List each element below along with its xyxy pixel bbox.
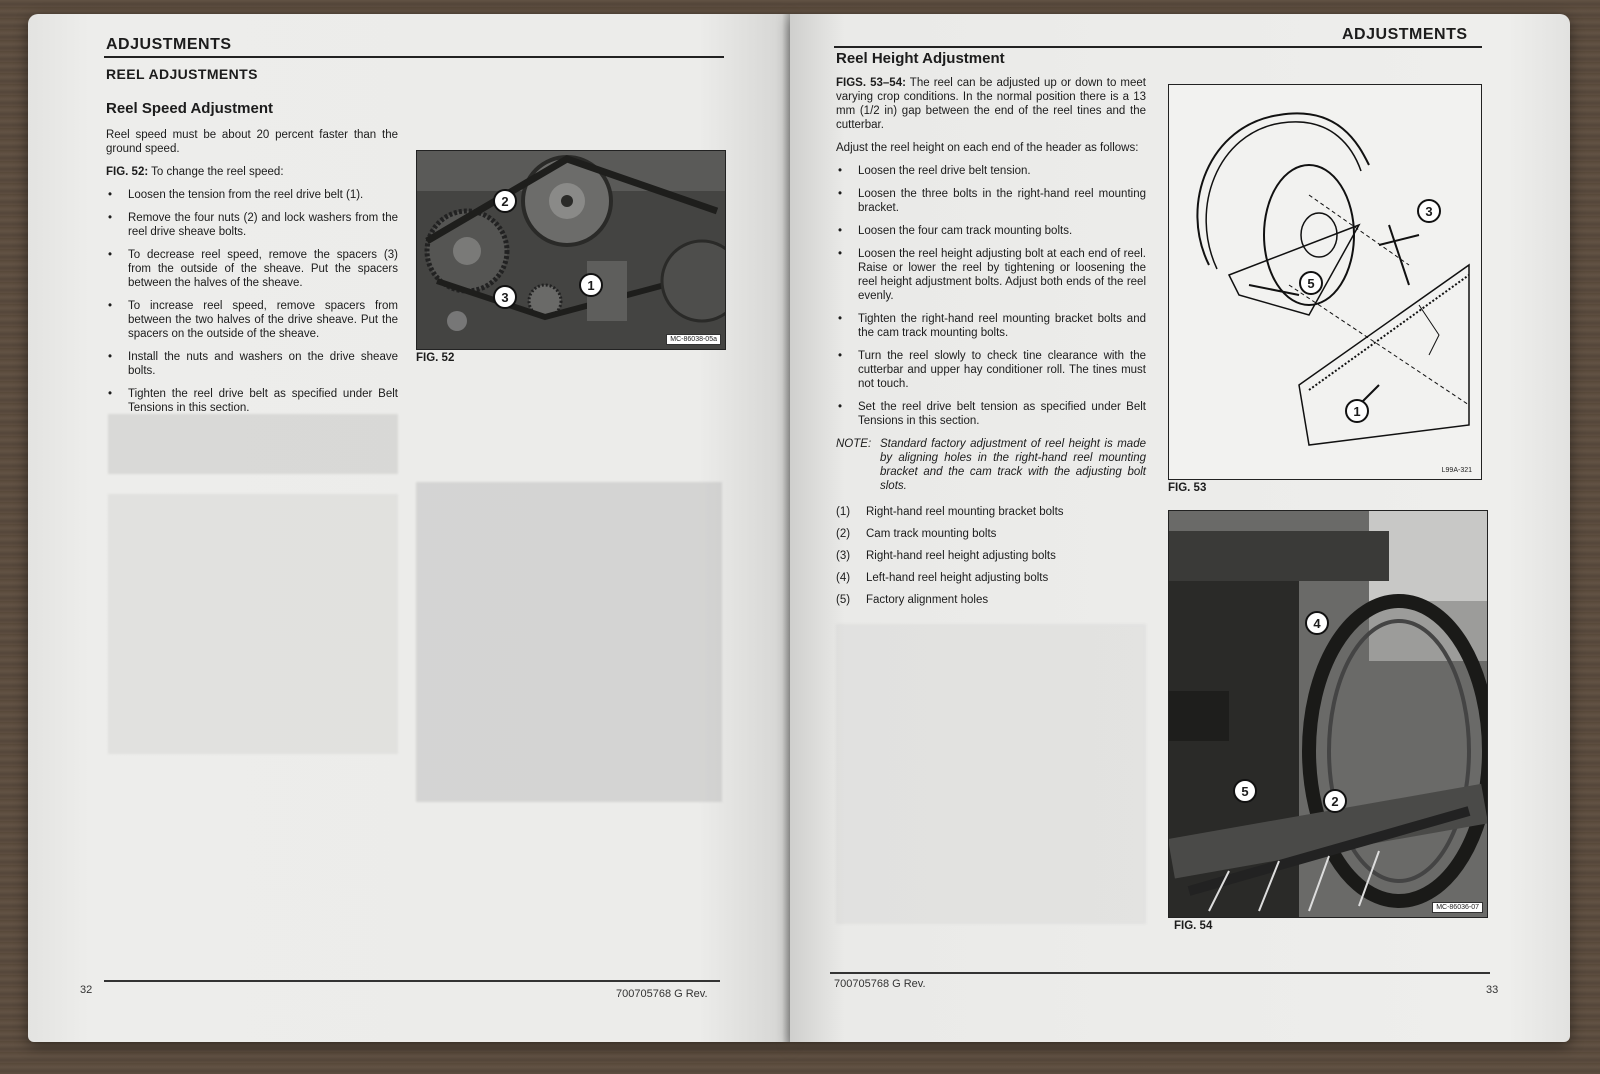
subsection-title: REEL ADJUSTMENTS (106, 66, 258, 82)
part-text: Right-hand reel mounting bracket bolts (866, 506, 1064, 518)
figure-code: MC-86038-05a (666, 334, 721, 345)
reel-drive-photo (417, 151, 725, 349)
fig-ref-paragraph (106, 165, 398, 179)
list-item (836, 593, 1146, 607)
list-item: • Loosen the reel height adjusting bolt at each end of reel. Raise or lower the reel by tightening or loosening the reel height adjustment bolts. Adjust both ends of the reel evenly. (836, 247, 1146, 303)
list-item: • Install the nuts and washers on the drive sheave bolts. (106, 350, 398, 378)
list-item: • To increase reel speed, remove spacers from between the two halves of the drive sheave. Put the spacers on the outside of the sheave. (106, 299, 398, 341)
list-item: • Turn the reel slowly to check tine clearance with the cutterbar and upper hay conditioner roll. The tines must not touch. (836, 349, 1146, 391)
footer-rule (104, 980, 720, 982)
bleed-through (836, 624, 1146, 924)
right-page (790, 14, 1570, 1042)
intro-paragraph: Reel speed must be about 20 percent faster than the ground speed. (106, 129, 398, 155)
page-number: 32 (80, 984, 93, 996)
figure-53-label: FIG. 53 (1168, 482, 1207, 494)
callout-4: 4 (1305, 611, 1329, 635)
list-item (836, 571, 1146, 585)
page-number: 33 (1486, 984, 1499, 996)
bleed-through (108, 414, 398, 474)
part-number: (5) (836, 594, 851, 606)
list-item: • Tighten the reel drive belt as specified under Belt Tensions in this section. (106, 387, 398, 415)
list-item (836, 549, 1146, 563)
reel-speed-heading: Reel Speed Adjustment (106, 100, 273, 117)
section-title: ADJUSTMENTS (1342, 26, 1468, 43)
callout-1: 1 (1345, 399, 1369, 423)
bleed-through-figure (416, 482, 722, 802)
footer-rule (830, 972, 1490, 974)
list-item: • Tighten the right-hand reel mounting bracket bolts and the cam track mounting bolts. (836, 312, 1146, 340)
figure-code: L99A-321 (1441, 467, 1472, 474)
reel-height-heading: Reel Height Adjustment (836, 50, 1005, 67)
figure-54 (1168, 510, 1488, 918)
left-page (28, 14, 790, 1042)
fig-ref: FIG. 52: (106, 166, 149, 178)
adjust-paragraph: Adjust the reel height on each end of the header as follows: (836, 142, 1139, 154)
doc-number: 700705768 G Rev. (616, 988, 708, 1000)
doc-number: 700705768 G Rev. (834, 978, 926, 990)
reel-bracket-drawing (1169, 85, 1481, 479)
note-text: Standard factory adjustment of reel height is made by aligning holes in the right-hand reel mounting bracket and the cam track with the adjusting bolt slots. (880, 438, 1146, 492)
part-text: Left-hand reel height adjusting bolts (866, 572, 1049, 584)
intro-paragraph (836, 76, 1146, 132)
note-block (836, 437, 1146, 493)
list-item: • Loosen the four cam track mounting bolts. (836, 224, 1146, 238)
section-title: ADJUSTMENTS (106, 36, 232, 53)
callout-5: 5 (1299, 271, 1323, 295)
fig-ref-text: To change the reel speed: (148, 166, 284, 178)
part-text: Factory alignment holes (866, 594, 989, 606)
list-item: • Loosen the reel drive belt tension. (836, 164, 1146, 178)
list-item: • Loosen the tension from the reel drive belt (1). (106, 188, 398, 202)
header-rule (834, 46, 1482, 48)
callout-3: 3 (493, 285, 517, 309)
figure-54-label: FIG. 54 (1174, 920, 1213, 932)
note-label: NOTE: (836, 438, 872, 450)
fig-ref: FIGS. 53–54: (836, 77, 906, 89)
bleed-through-text (108, 494, 398, 754)
figure-52-label: FIG. 52 (416, 352, 455, 364)
list-item (836, 527, 1146, 541)
callout-5: 5 (1233, 779, 1257, 803)
header-rule (104, 56, 724, 58)
list-item: • Loosen the three bolts in the right-hand reel mounting bracket. (836, 187, 1146, 215)
list-item: • To decrease reel speed, remove the spacers (3) from the outside of the sheave. Put the spacers between the halves of the sheave. (106, 248, 398, 290)
reel-height-text (836, 76, 1146, 615)
intro-text: The reel can be adjusted up or down to meet varying crop conditions. In the normal position there is a 13 mm (1/2 in) gap between the end of the reel tines and the cutterbar. (836, 77, 1146, 131)
figure-code: MC-86036-07 (1432, 902, 1483, 913)
reel-height-steps (836, 164, 1146, 428)
list-item: • Set the reel drive belt tension as specified under Belt Tensions in this section. (836, 400, 1146, 428)
reel-speed-steps (106, 188, 398, 415)
part-text: Cam track mounting bolts (866, 528, 997, 540)
figure-52 (416, 150, 726, 350)
reel-speed-text (106, 128, 398, 424)
callout-1: 1 (579, 273, 603, 297)
reel-photo (1169, 511, 1487, 917)
list-item: • Remove the four nuts (2) and lock washers from the reel drive sheave bolts. (106, 211, 398, 239)
part-text: Right-hand reel height adjusting bolts (866, 550, 1056, 562)
callout-2: 2 (493, 189, 517, 213)
figure-53 (1168, 84, 1482, 480)
part-number: (2) (836, 528, 851, 540)
part-number: (1) (836, 506, 851, 518)
callout-2: 2 (1323, 789, 1347, 813)
part-number: (3) (836, 550, 851, 562)
list-item (836, 505, 1146, 519)
part-number: (4) (836, 572, 851, 584)
parts-legend (836, 505, 1146, 607)
callout-3: 3 (1417, 199, 1441, 223)
